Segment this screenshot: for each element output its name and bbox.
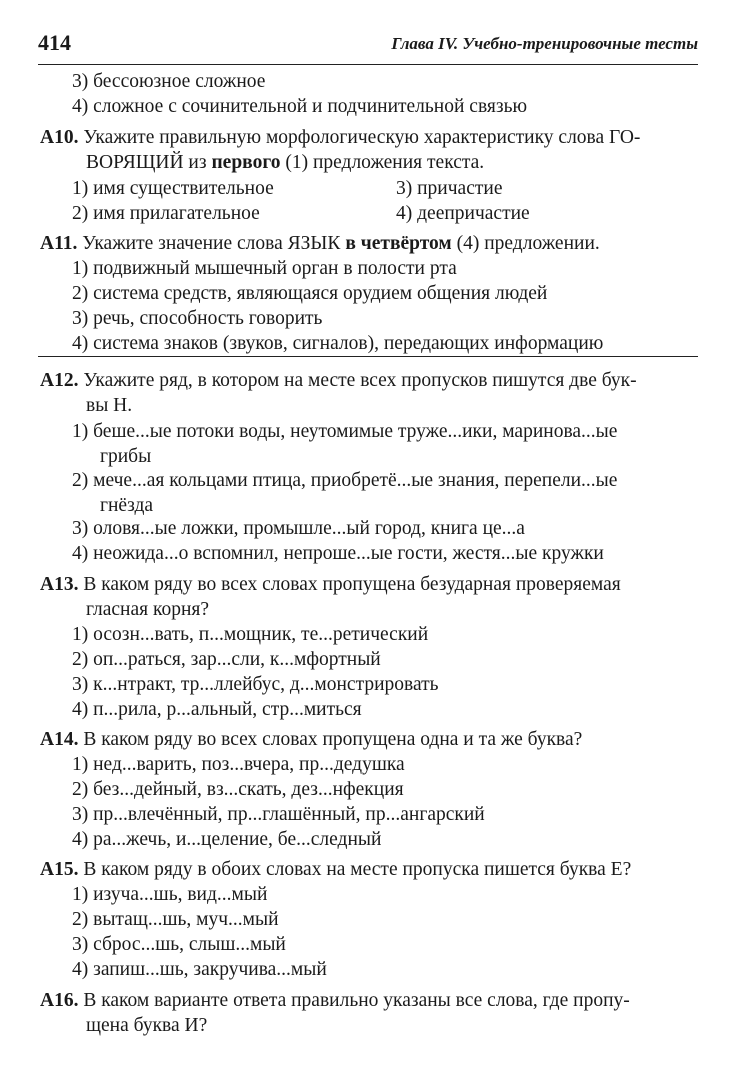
option-a10-2: 2) имя прилагательное	[72, 203, 260, 224]
option-a13-1: 1) осозн...вать, п...мощник, те...ретический	[72, 624, 429, 645]
option-a15-3: 3) сброс...шь, слыш...мый	[72, 934, 286, 955]
option-a14-3: 3) пр...влечённый, пр...глашённый, пр...ангарский	[72, 804, 485, 825]
option-a12-1-cont: грибы	[100, 446, 152, 467]
option-a11-1: 1) подвижный мышечный орган в полости рта	[72, 258, 457, 279]
question-a14	[40, 728, 582, 752]
option-a14-1: 1) нед...варить, поз...вчера, пр...дедушка	[72, 754, 405, 775]
question-text: Укажите значение слова ЯЗЫК	[82, 233, 346, 254]
question-a10-line1	[40, 126, 640, 150]
option-a12-3: 3) оловя...ые ложки, промышле...ый город, книга це...а	[72, 518, 525, 539]
option-a12-2: 2) мече...ая кольцами птица, приобретё...ые знания, перепели...ые	[72, 470, 618, 491]
header-rule	[38, 64, 698, 65]
question-number: А12.	[40, 370, 79, 391]
option-a12-2-cont: гнёзда	[100, 495, 154, 516]
option-a10-3: 3) причастие	[396, 178, 503, 199]
option-a11-2: 2) система средств, являющаяся орудием общения людей	[72, 283, 548, 304]
question-number: А16.	[40, 990, 79, 1011]
question-a16-line1	[40, 989, 630, 1013]
question-a13-line1	[40, 573, 621, 597]
question-text: ВОРЯЩИЙ из	[86, 152, 212, 173]
option-a9-3: 3) бессоюзное сложное	[72, 71, 266, 92]
question-number: А11.	[40, 233, 78, 254]
question-a15	[40, 858, 631, 882]
question-text: В каком ряду в обоих словах на месте пропуска пишется буква Е?	[83, 859, 632, 880]
question-a10-line2	[86, 151, 484, 175]
question-number: А10.	[40, 127, 79, 148]
question-a12-line1	[40, 369, 637, 393]
section-divider	[38, 356, 698, 357]
question-text: Укажите ряд, в котором на месте всех пропусков пишутся две бук-	[83, 370, 637, 391]
option-a11-3: 3) речь, способность говорить	[72, 308, 323, 329]
question-a13-line2: гласная корня?	[86, 599, 210, 620]
option-a13-2: 2) оп...раться, зар...сли, к...мфортный	[72, 649, 381, 670]
question-number: А15.	[40, 859, 79, 880]
option-a10-1: 1) имя существительное	[72, 178, 274, 199]
question-text: В каком ряду во всех словах пропущена одна и та же буква?	[83, 729, 583, 750]
option-a13-4: 4) п...рила, р...альный, стр...миться	[72, 699, 362, 720]
option-a15-1: 1) изуча...шь, вид...мый	[72, 884, 268, 905]
page-number: 414	[38, 30, 71, 55]
question-text: Укажите правильную морфологическую характеристику слова ГО-	[83, 127, 641, 148]
option-a12-4: 4) неожида...о вспомнил, непроше...ые гости, жестя...ые кружки	[72, 543, 604, 564]
option-a14-2: 2) без...дейный, вз...скать, дез...нфекция	[72, 779, 404, 800]
question-a16-line2: щена буква И?	[86, 1015, 208, 1036]
option-a12-1: 1) беше...ые потоки воды, неутомимые труже...ики, маринова...ые	[72, 421, 618, 442]
option-a10-4: 4) деепричастие	[396, 203, 530, 224]
question-text: В каком ряду во всех словах пропущена безударная проверяемая	[83, 574, 621, 595]
option-a15-4: 4) запиш...шь, закручива...мый	[72, 959, 327, 980]
option-a13-3: 3) к...нтракт, тр...ллейбус, д...монстрировать	[72, 674, 439, 695]
option-a9-4: 4) сложное с сочинительной и подчинительной связью	[72, 96, 528, 117]
option-a15-2: 2) вытащ...шь, муч...мый	[72, 909, 279, 930]
emphasis-text: первого	[211, 152, 281, 173]
question-number: А14.	[40, 729, 79, 750]
chapter-title: Глава IV. Учебно-тренировочные тесты	[391, 34, 698, 53]
option-a14-4: 4) ра...жечь, и...целение, бе...следный	[72, 829, 382, 850]
question-text: В каком варианте ответа правильно указаны все слова, где пропу-	[83, 990, 630, 1011]
question-number: А13.	[40, 574, 79, 595]
option-a11-4: 4) система знаков (звуков, сигналов), передающих информацию	[72, 333, 604, 354]
question-text: (4) предложении.	[451, 233, 600, 254]
question-a11	[40, 232, 600, 256]
question-text: (1) предложения текста.	[280, 152, 485, 173]
question-a12-line2: вы Н.	[86, 395, 133, 416]
emphasis-text: в четвёртом	[345, 233, 452, 254]
